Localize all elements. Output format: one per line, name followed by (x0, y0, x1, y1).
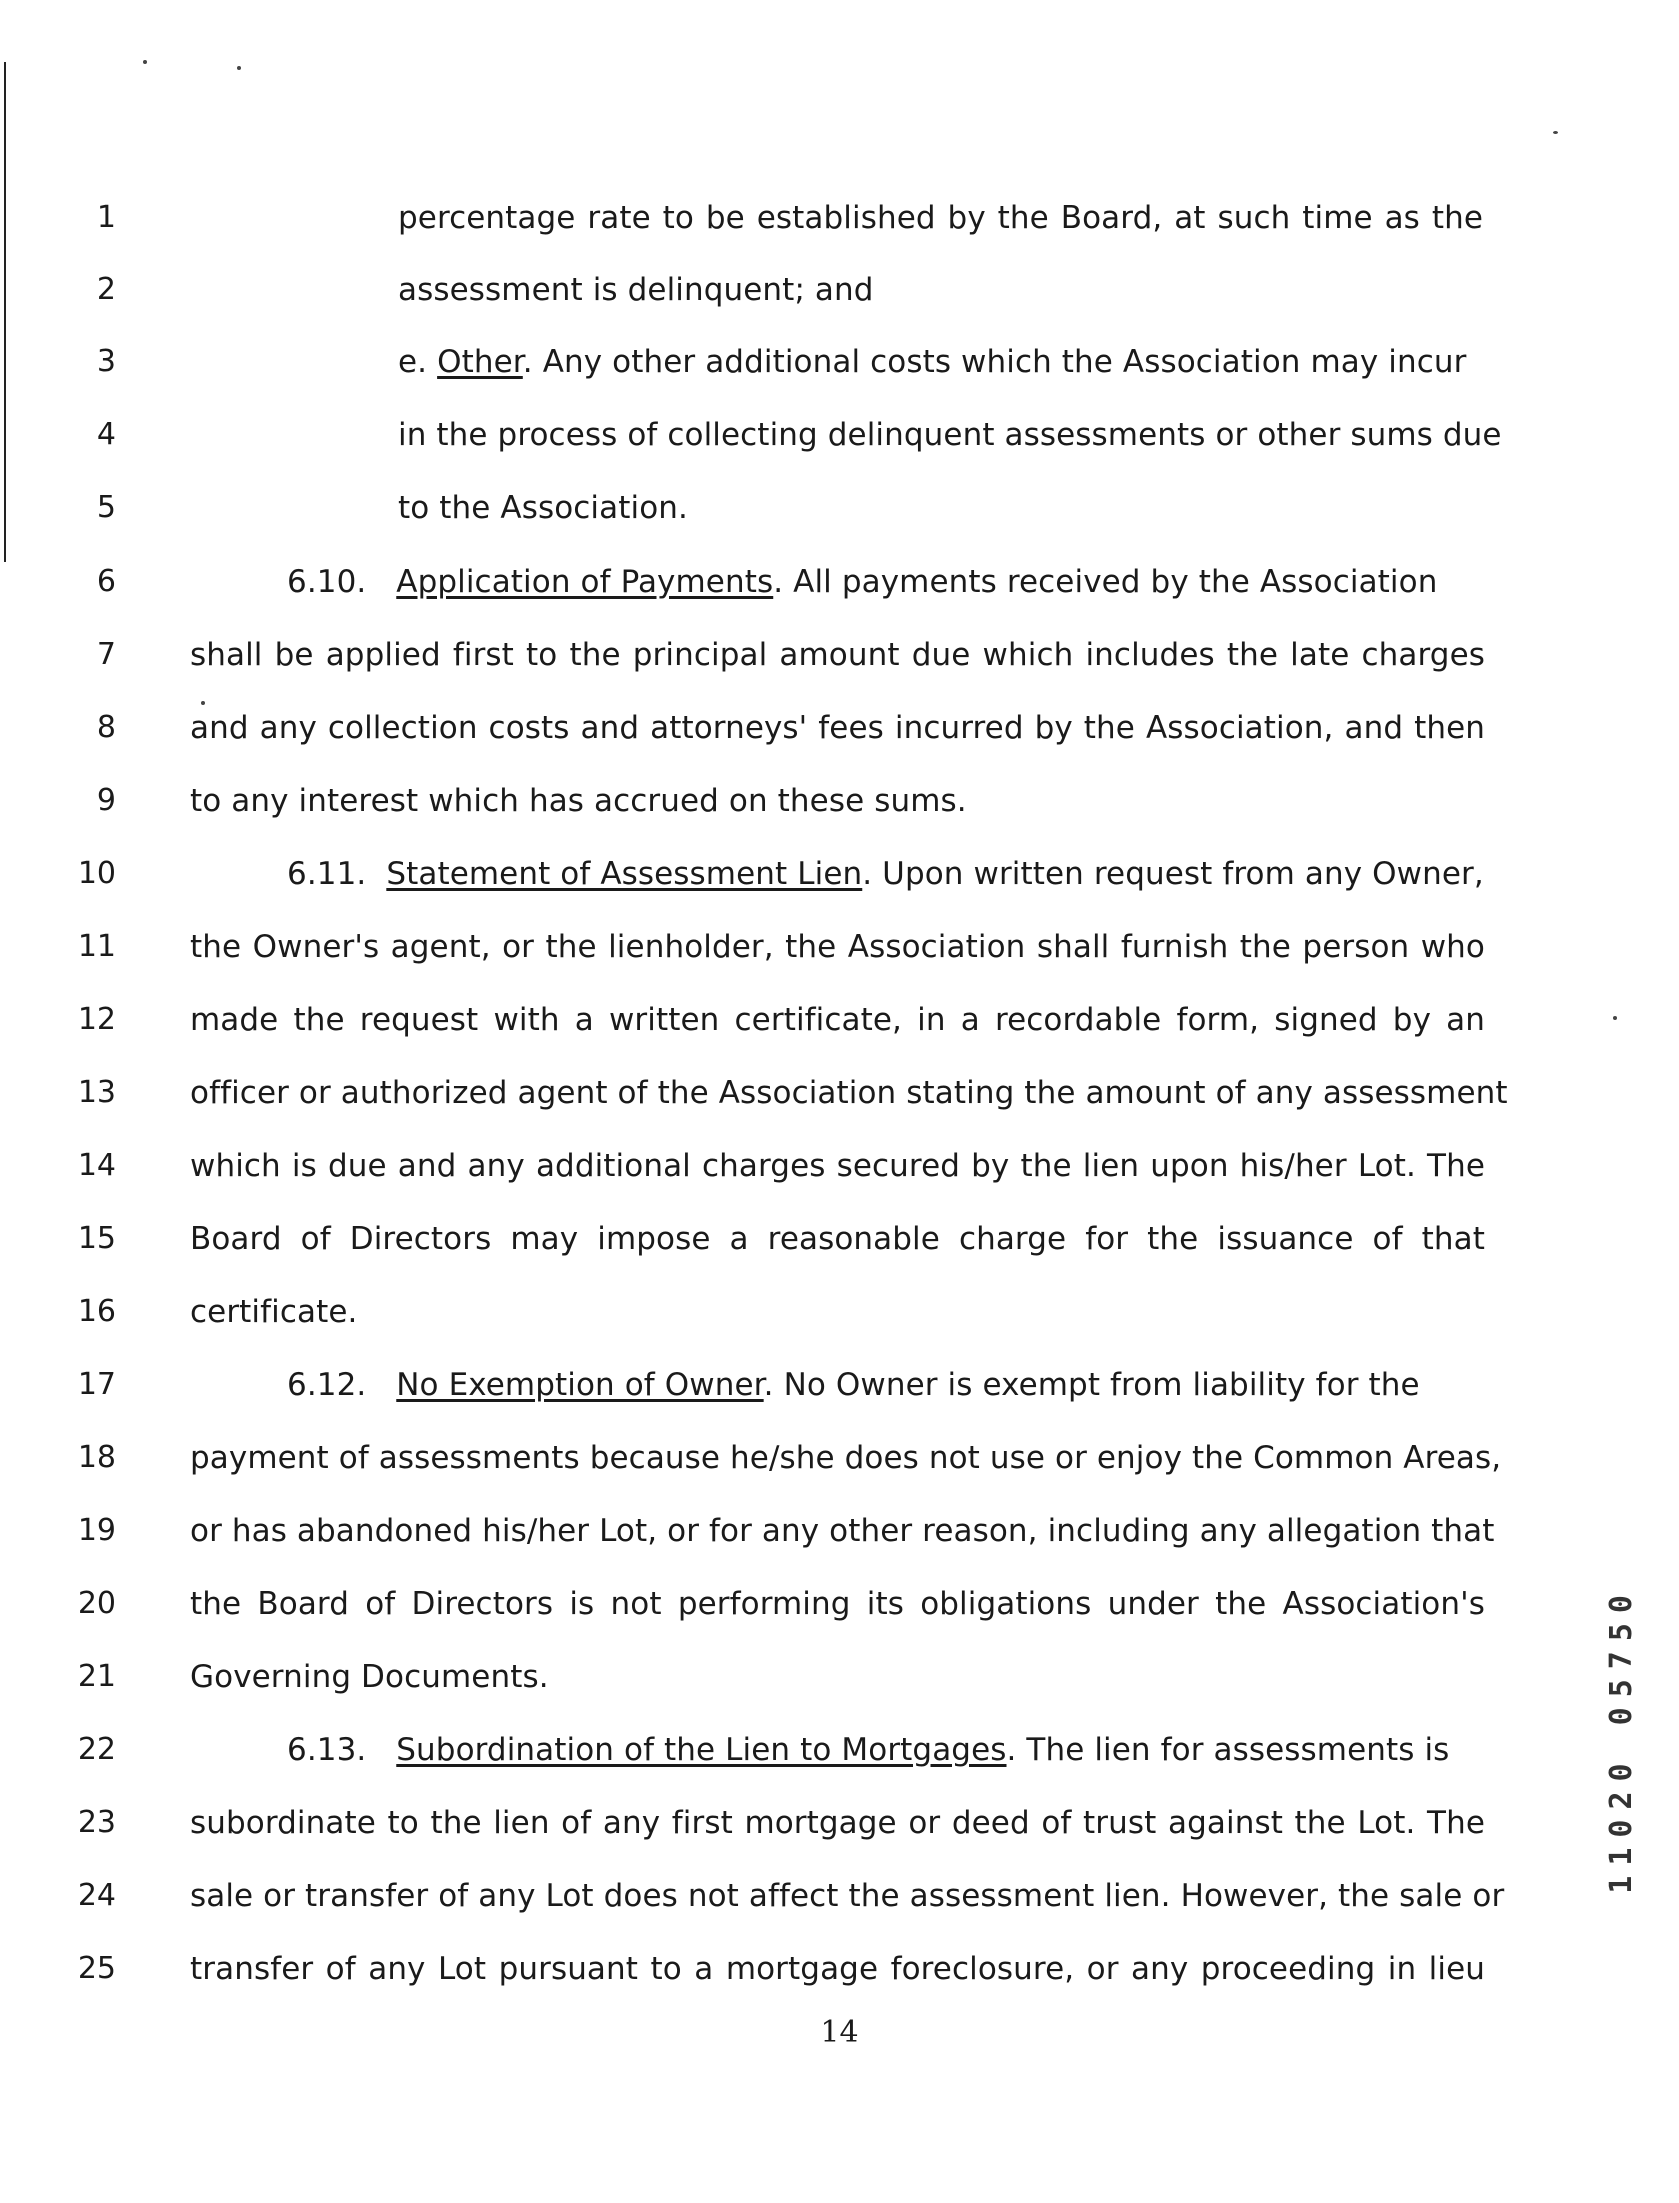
line-number: 1 (96, 200, 116, 235)
line-number: 22 (77, 1732, 116, 1767)
text-line: certificate. (190, 1294, 358, 1330)
recording-stamp: 11020 05750 (1604, 1585, 1639, 1894)
text-line: or has abandoned his/her Lot, or for any other reason, including any allegation that (190, 1513, 1495, 1549)
line-number: 15 (77, 1221, 116, 1256)
text-run: . No Owner is exempt from liability for the (763, 1367, 1420, 1403)
scan-speck (201, 701, 205, 705)
line-number: 7 (96, 637, 116, 672)
section-heading: Statement of Assessment Lien (386, 856, 863, 892)
line-number: 14 (77, 1148, 116, 1183)
section-number: 6.12. (287, 1367, 367, 1403)
text-run: . The lien for assessments is (1006, 1732, 1450, 1768)
line-number: 13 (77, 1075, 116, 1110)
text-line: Board of Directors may impose a reasonable charge for the issuance of that (190, 1221, 1485, 1257)
scan-speck (237, 66, 241, 70)
text-line: shall be applied first to the principal amount due which includes the late charges (190, 637, 1485, 673)
text-run: . All payments received by the Association (773, 564, 1438, 600)
line-number: 11 (77, 929, 116, 964)
scan-speck (1613, 1016, 1617, 1020)
text-line: to any interest which has accrued on these sums. (190, 783, 967, 819)
section-number: 6.13. (287, 1732, 367, 1768)
section-heading: No Exemption of Owner (396, 1367, 764, 1403)
text-line: subordinate to the lien of any first mortgage or deed of trust against the Lot. The (190, 1805, 1485, 1841)
text-line: assessment is delinquent; and (398, 272, 874, 308)
scan-speck (1553, 131, 1558, 134)
page-number: 14 (820, 2015, 859, 2050)
text-line: Governing Documents. (190, 1659, 549, 1695)
text-line: to the Association. (398, 490, 688, 526)
text-line: percentage rate to be established by the Board, at such time as the (398, 200, 1483, 236)
text-line: and any collection costs and attorneys' fees incurred by the Association, and then (190, 710, 1485, 746)
line-number: 3 (96, 344, 116, 379)
line-number: 25 (77, 1951, 116, 1986)
line-number: 4 (96, 417, 116, 452)
scan-speck (143, 60, 147, 64)
text-line: the Board of Directors is not performing its obligations under the Association's (190, 1586, 1485, 1622)
section-heading-line (287, 856, 1484, 892)
line-number: 2 (96, 272, 116, 307)
section-heading-line (287, 1367, 1420, 1403)
text-line: in the process of collecting delinquent assessments or other sums due (398, 417, 1502, 453)
line-number: 23 (77, 1805, 116, 1840)
section-heading-line (287, 1732, 1449, 1768)
line-number: 6 (96, 564, 116, 599)
line-number: 9 (96, 783, 116, 818)
line-number: 19 (77, 1513, 116, 1548)
text-line: which is due and any additional charges secured by the lien upon his/her Lot. The (190, 1148, 1485, 1184)
line-number: 16 (77, 1294, 116, 1329)
subsection-label: e. (398, 344, 428, 380)
line-number: 8 (96, 710, 116, 745)
line-number: 17 (77, 1367, 116, 1402)
text-run: . Any other additional costs which the Association may incur (522, 344, 1467, 380)
section-heading-line (287, 564, 1437, 600)
line-number: 24 (77, 1878, 116, 1913)
section-number: 6.11. (287, 856, 367, 892)
text-line: the Owner's agent, or the lienholder, the Association shall furnish the person who (190, 929, 1485, 965)
text-line: transfer of any Lot pursuant to a mortgage foreclosure, or any proceeding in lieu (190, 1951, 1485, 1987)
text-line (398, 344, 1466, 380)
subsection-heading: Other (437, 344, 523, 380)
line-number: 10 (77, 856, 116, 891)
section-number: 6.10. (287, 564, 367, 600)
line-number: 12 (77, 1002, 116, 1037)
text-run: . Upon written request from any Owner, (862, 856, 1484, 892)
text-line: made the request with a written certificate, in a recordable form, signed by an (190, 1002, 1485, 1038)
line-number: 18 (77, 1440, 116, 1475)
text-line: officer or authorized agent of the Association stating the amount of any assessment (190, 1075, 1508, 1111)
text-line: sale or transfer of any Lot does not affect the assessment lien. However, the sale or (190, 1878, 1505, 1914)
line-number: 21 (77, 1659, 116, 1694)
text-line: payment of assessments because he/she does not use or enjoy the Common Areas, (190, 1440, 1502, 1476)
section-heading: Application of Payments (396, 564, 774, 600)
line-number: 5 (96, 490, 116, 525)
line-number: 20 (77, 1586, 116, 1621)
scan-edge-line (4, 62, 6, 562)
section-heading: Subordination of the Lien to Mortgages (396, 1732, 1007, 1768)
